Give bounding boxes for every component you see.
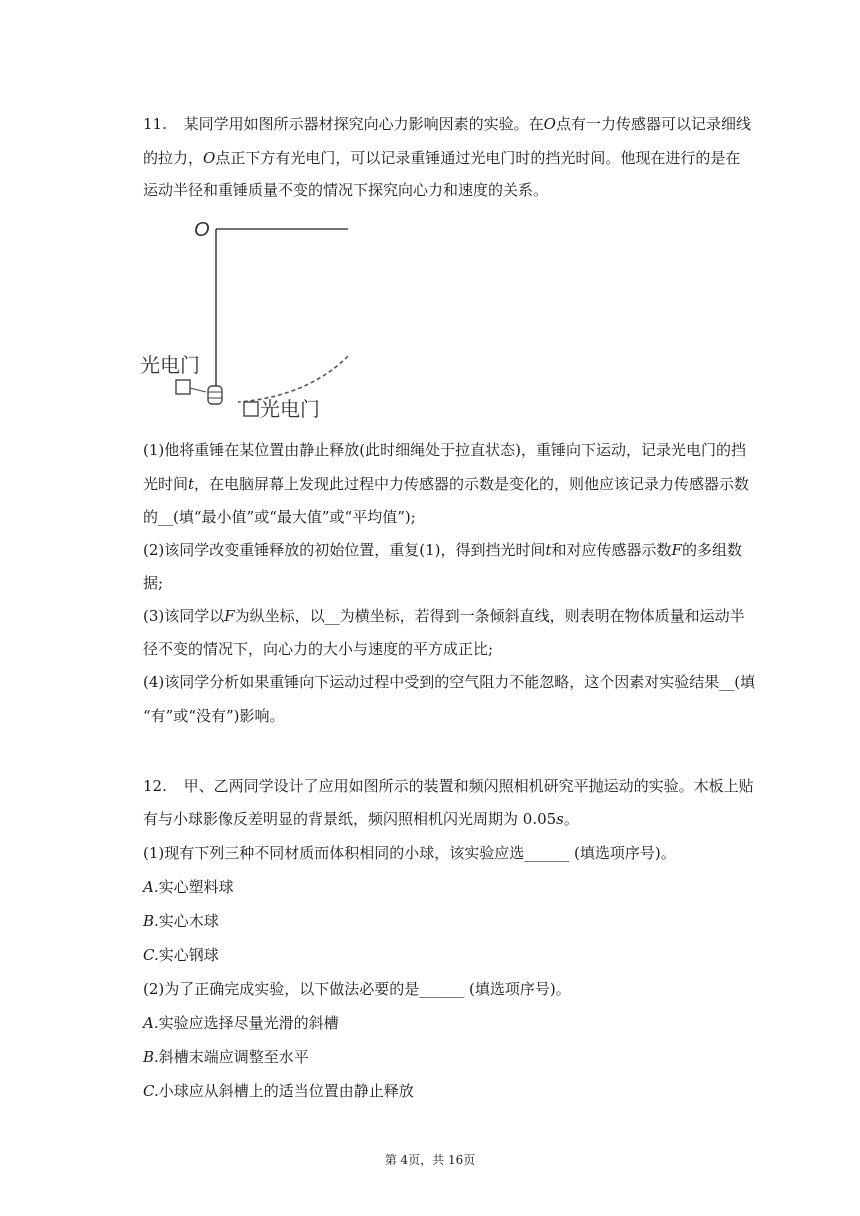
text: (2)该同学改变重锤释放的初始位置，重复(1)，得到挡光时间 [143, 541, 546, 559]
math-symbol: t [545, 541, 552, 559]
q12-part-2-option-b [143, 1047, 783, 1067]
q11-stem-line-1 [143, 114, 783, 134]
option-text: 实验应选择尽量光滑的斜槽 [158, 1014, 339, 1032]
option-text: 实心木球 [158, 912, 219, 930]
q12-stem-line-1 [143, 776, 783, 796]
q12-part-1-option-a [143, 877, 783, 897]
photogate-label-bottom: 光电门 [260, 397, 320, 421]
text: 某同学用如图所示器材探究向心力影响因素的实验。在 [183, 115, 544, 133]
q11-part-2-line-1 [143, 540, 783, 560]
text: 。 [563, 810, 579, 828]
text: 光时间 [143, 475, 189, 493]
text: ，在电脑屏幕上发现此过程中力传感器的示数是变化的，则他应该记录力传感器示数 [194, 475, 750, 493]
gate-beam [190, 388, 206, 392]
photogate-bottom-icon [244, 402, 258, 416]
math-symbol: t [188, 475, 195, 493]
math-symbol: O [203, 149, 216, 167]
q11-part-1-line-1: (1)他将重锤在某位置由静止释放(此时细绳处于拉直状态)，重锤向下运动，记录光电门的挡 [143, 441, 746, 459]
option-letter: C. [143, 1082, 159, 1100]
math-symbol: O [543, 115, 556, 133]
q11-part-4-line-1: (4)该同学分析如果重锤向下运动过程中受到的空气阻力不能忽略，这个因素对实验结果__(填 [143, 673, 756, 691]
text: 甲、乙两同学设计了应用如图所示的装置和频闪照相机研究平抛运动的实验。木板上贴 [183, 777, 754, 795]
option-letter: A. [143, 1014, 159, 1032]
q12-part-2-option-c [143, 1081, 783, 1101]
question-number: 11. [143, 115, 167, 133]
math-symbol: F [671, 541, 682, 559]
q12-part-2: (2)为了正确完成实验，以下做法必要的是______ (填选项序号)。 [143, 980, 571, 998]
text: 点有一力传感器可以记录细线 [555, 115, 751, 133]
q11-stem-line-3: 运动半径和重锤质量不变的情况下探究向心力和速度的关系。 [143, 181, 549, 199]
page-number: 第 4页，共 16页 [384, 1153, 476, 1167]
q12-part-2-option-a [143, 1013, 783, 1033]
text: (3)该同学以 [143, 607, 225, 625]
question-number: 12. [143, 777, 167, 795]
text: 点正下方有光电门，可以记录重锤通过光电门时的挡光时间。他现在进行的是在 [215, 149, 741, 167]
q12-part-1-option-b [143, 911, 783, 931]
q11-stem-line-2 [143, 148, 783, 168]
math-symbol: F [224, 607, 235, 625]
q11-part-2-line-2: 据; [143, 574, 164, 592]
bob-bottom-icon [208, 386, 222, 404]
text: 为纵坐标，以__为横坐标，若得到一条倾斜直线，则表明在物体质量和运动半 [234, 607, 745, 625]
math-symbol: s [556, 810, 564, 828]
q12-part-1-option-c [143, 945, 783, 965]
q12-stem-line-2 [143, 809, 783, 829]
text: 和对应传感器示数 [551, 541, 672, 559]
photogate-left-icon [176, 380, 190, 394]
option-letter: A. [143, 878, 159, 896]
q11-part-4-line-2: “有”或“没有”)影响。 [143, 707, 285, 725]
option-text: 实心塑料球 [158, 878, 234, 896]
swing-path [238, 234, 348, 402]
photogate-label-left: 光电门 [140, 353, 200, 377]
q11-part-1-line-3: 的__(填“最小值”或“最大值”或“平均值”); [143, 508, 416, 526]
q11-part-1-line-2 [143, 474, 783, 494]
option-text: 斜槽末端应调整至水平 [158, 1048, 309, 1066]
option-text: 小球应从斜槽上的适当位置由静止释放 [158, 1082, 414, 1100]
option-letter: B. [143, 912, 159, 930]
text: 有与小球影像反差明显的背景纸，频闪照相机闪光周期为 0.05 [143, 810, 557, 828]
q12-part-1: (1)现有下列三种不同材质而体积相同的小球，该实验应选______ (填选项序号)。 [143, 844, 676, 862]
option-letter: C. [143, 946, 159, 964]
q11-part-3-line-1 [143, 606, 783, 626]
option-letter: B. [143, 1048, 159, 1066]
option-text: 实心钢球 [158, 946, 219, 964]
text: 的拉力， [143, 149, 204, 167]
q11-part-3-line-2: 径不变的情况下，向心力的大小与速度的平方成正比; [143, 640, 494, 658]
point-o-label: O [194, 219, 210, 241]
text: 的多组数 [681, 541, 742, 559]
pendulum-figure [138, 208, 348, 428]
